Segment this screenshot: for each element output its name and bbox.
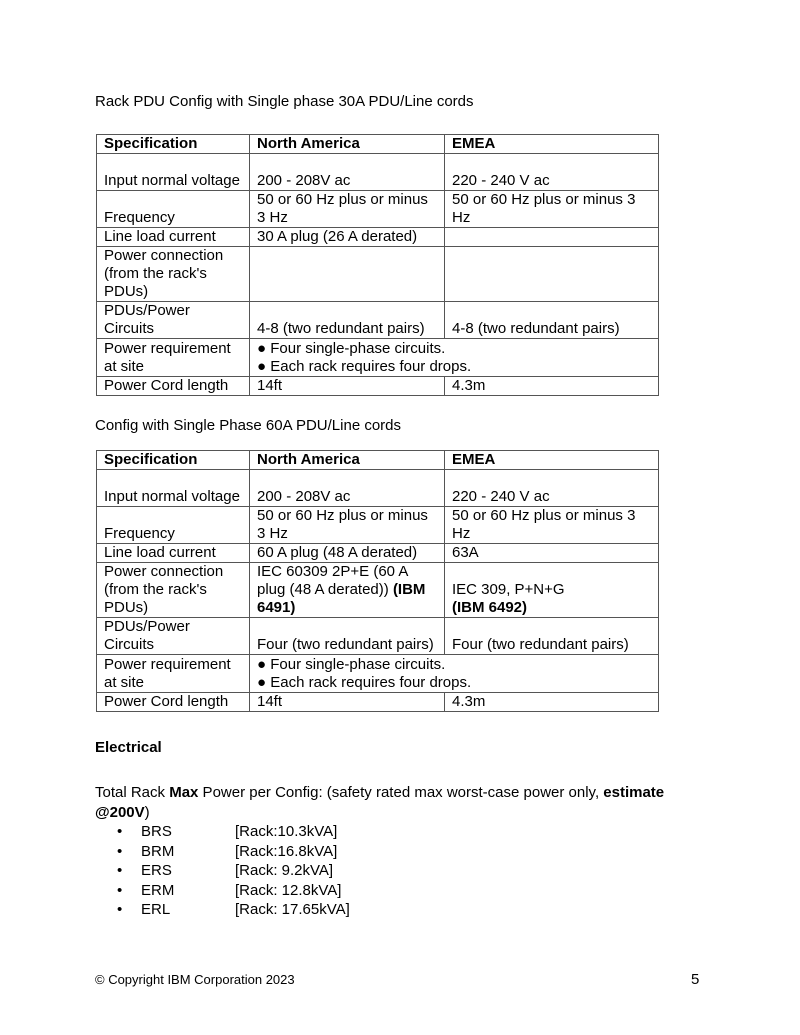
spec-cell: Line load current [97, 544, 250, 563]
spec-cell: PDUs/Power Circuits [97, 302, 250, 339]
spec-cell: Power Cord length [97, 693, 250, 712]
table-row [97, 339, 659, 377]
ibm-part-number: (IBM 6491) [257, 581, 426, 616]
table-row [97, 154, 659, 191]
config-power: [Rack:10.3kVA] [235, 823, 338, 840]
emea-cell: 63A [445, 544, 659, 563]
connection-text: IEC 60309 2P+E (60 A plug (48 A derated)) [257, 563, 408, 598]
page-number: 5 [691, 971, 700, 988]
na-cell [250, 563, 445, 618]
copyright-footer: © Copyright IBM Corporation 2023 [95, 972, 295, 987]
intro-estimate: estimate @200V [95, 784, 665, 821]
spec-cell: Input normal voltage [97, 470, 250, 507]
table-row [97, 377, 659, 396]
na-cell: 30 A plug (26 A derated) [250, 228, 445, 247]
connection-text: IEC 309, P+N+G [452, 581, 565, 598]
spec-cell: PDUs/Power Circuits [97, 618, 250, 655]
intro-text: Total Rack [95, 784, 170, 801]
header-emea: EMEA [445, 135, 659, 154]
config-power: [Rack: 12.8kVA] [235, 881, 342, 899]
table-row [97, 507, 659, 544]
na-cell: 4-8 (two redundant pairs) [250, 302, 445, 339]
electrical-heading: Electrical [95, 739, 162, 756]
na-cell: 200 - 208V ac [250, 470, 445, 507]
config-name: BRS [141, 823, 172, 840]
section-2-title: Config with Single Phase 60A PDU/Line cords [95, 417, 402, 434]
table-row [97, 302, 659, 339]
section-1-title: Rack PDU Config with Single phase 30A PDU/Line cords [95, 93, 474, 110]
intro-max: Max [169, 784, 199, 801]
table-row [97, 191, 659, 228]
spec-cell: Power requirement at site [97, 339, 250, 377]
config-power: [Rack:16.8kVA] [235, 842, 338, 860]
emea-cell: 4.3m [445, 377, 659, 396]
electrical-intro [95, 783, 705, 823]
table-row [97, 228, 659, 247]
pdu-30a-table [96, 134, 659, 396]
bullet-icon: • [117, 823, 123, 840]
header-specification: Specification [97, 135, 250, 154]
emea-cell: 50 or 60 Hz plus or minus 3 Hz [445, 191, 659, 228]
na-cell [250, 247, 445, 302]
emea-cell [445, 228, 659, 247]
combined-cell [250, 655, 659, 693]
table-row [97, 544, 659, 563]
requirement-line: ● Each rack requires four drops. [257, 674, 472, 691]
bullet-icon: • [117, 881, 123, 899]
config-name: ERL [141, 901, 171, 918]
na-cell: 14ft [250, 377, 445, 396]
requirement-line: ● Four single-phase circuits. [257, 656, 446, 673]
emea-cell: 220 - 240 V ac [445, 470, 659, 507]
spec-cell: Line load current [97, 228, 250, 247]
config-power: [Rack: 9.2kVA] [235, 862, 334, 879]
spec-cell: Frequency [97, 191, 250, 228]
table-row [97, 618, 659, 655]
na-cell: Four (two redundant pairs) [250, 618, 445, 655]
na-cell: 50 or 60 Hz plus or minus 3 Hz [250, 191, 445, 228]
emea-cell: 4.3m [445, 693, 659, 712]
na-cell: 50 or 60 Hz plus or minus 3 Hz [250, 507, 445, 544]
bullet-icon: • [117, 901, 123, 918]
bullet-icon: • [117, 842, 123, 860]
config-name: ERM [141, 881, 175, 899]
emea-cell: 50 or 60 Hz plus or minus 3 Hz [445, 507, 659, 544]
emea-cell: 4-8 (two redundant pairs) [445, 302, 659, 339]
na-cell: 200 - 208V ac [250, 154, 445, 191]
table-header-row [97, 451, 659, 470]
spec-cell: Power connection (from the rack's PDUs) [97, 563, 250, 618]
emea-cell: Four (two redundant pairs) [445, 618, 659, 655]
spec-cell: Input normal voltage [97, 154, 250, 191]
requirement-line: ● Four single-phase circuits. [257, 340, 446, 357]
intro-text: Power per Config: (safety rated max worst-case power only, [198, 784, 604, 801]
table-row [97, 655, 659, 693]
requirement-line: ● Each rack requires four drops. [257, 358, 472, 375]
header-north-america: North America [250, 451, 445, 470]
na-cell: 60 A plug (48 A derated) [250, 544, 445, 563]
spec-cell: Frequency [97, 507, 250, 544]
ibm-part-number: (IBM 6492) [452, 599, 528, 616]
config-name: ERS [141, 862, 172, 879]
intro-text: ) [144, 804, 150, 821]
emea-cell [445, 247, 659, 302]
table-row [97, 247, 659, 302]
spec-cell: Power Cord length [97, 377, 250, 396]
config-name: BRM [141, 842, 175, 860]
header-specification: Specification [97, 451, 250, 470]
pdu-60a-table [96, 450, 659, 712]
combined-cell [250, 339, 659, 377]
table-row [97, 563, 659, 618]
table-header-row [97, 135, 659, 154]
table-row [97, 470, 659, 507]
emea-cell: 220 - 240 V ac [445, 154, 659, 191]
header-north-america: North America [250, 135, 445, 154]
table-row [97, 693, 659, 712]
header-emea: EMEA [445, 451, 659, 470]
spec-cell: Power requirement at site [97, 655, 250, 693]
spec-cell: Power connection (from the rack's PDUs) [97, 247, 250, 302]
emea-cell [445, 563, 659, 618]
config-power: [Rack: 17.65kVA] [235, 901, 350, 918]
bullet-icon: • [117, 862, 123, 879]
na-cell: 14ft [250, 693, 445, 712]
